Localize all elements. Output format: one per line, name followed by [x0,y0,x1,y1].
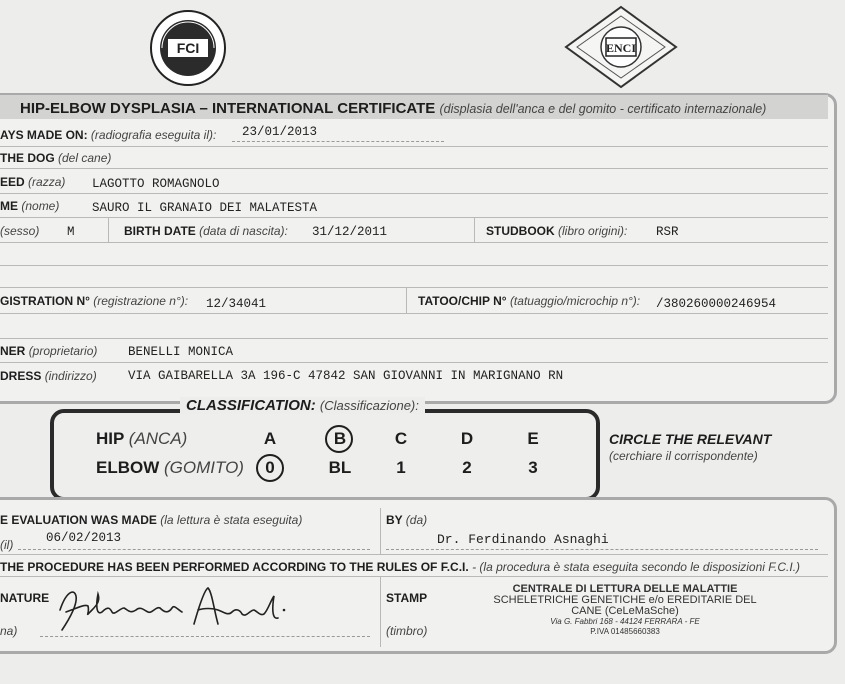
elbow-selected-circle [256,454,284,482]
hip-grade-e[interactable]: E [527,429,539,448]
xrays-label: AYS MADE ON: (radiografia eseguita il): [0,128,217,142]
owner-value: BENELLI MONICA [128,345,234,359]
by-label: BY (da) [386,513,428,527]
svg-text:FCI: FCI [176,40,200,56]
xrays-date: 23/01/2013 [242,125,318,139]
elbow-grade-bl[interactable]: BL [328,458,352,477]
elbow-grade-0[interactable]: 0 [265,458,275,477]
stamp-text: CENTRALE DI LETTURA DELLE MALATTIE SCHELETRICHE GENETICHE e/o EREDITARIE DEL CANE (CeLeMaSche) Via G. Fabbri 168 - 44124 FERRARA - FE P.IVA 01485660383 [493,583,757,636]
sex-value: M [67,225,75,239]
signature-label-it: na) [0,624,18,638]
address-value: VIA GAIBARELLA 3A 196-C 47842 SAN GIOVANNI IN MARIGNANO RN [128,369,564,383]
studbook-value: RSR [656,225,679,239]
elbow-grade-2[interactable]: 2 [462,458,472,477]
evaluation-label: E EVALUATION WAS MADE (la lettura è stata eseguita) [0,513,303,527]
name-label: ME (nome) [0,199,60,213]
breed-label: EED (razza) [0,175,66,189]
elbow-grade-3[interactable]: 3 [528,458,538,477]
hip-grade-a[interactable]: A [263,429,277,448]
enci-logo [562,4,680,90]
classification-box [50,409,600,501]
circle-note: CIRCLE THE RELEVANT [609,431,772,447]
hip-grade-b[interactable]: B [333,429,347,448]
signature-label: NATURE [0,591,50,605]
tatoo-value: /380260000246954 [656,297,777,311]
breed-value: LAGOTTO ROMAGNOLO [92,177,220,191]
elbow-label: ELBOW (GOMITO) [96,458,244,477]
studbook-label: STUDBOOK (libro origini): [486,224,628,238]
circle-note-it: (cerchiare il corrispondente) [609,449,758,463]
signature-image [52,580,292,636]
owner-label: NER (proprietario) [0,344,98,358]
evaluation-date: 06/02/2013 [46,531,122,545]
name-value: SAURO IL GRANAIO DEI MALATESTA [92,201,318,215]
elbow-grade-1[interactable]: 1 [396,458,406,477]
hip-selected-circle [325,425,353,453]
hip-grade-d[interactable]: D [460,429,474,448]
certificate-title: HIP-ELBOW DYSPLASIA – INTERNATIONAL CERTIFICATE (displasia dell'anca e del gomito - certificato internazionale) [20,100,767,117]
birth-date-value: 31/12/2011 [312,225,388,239]
procedure-text: THE PROCEDURE HAS BEEN PERFORMED ACCORDING TO THE RULES OF F.C.I. - (la procedura è stata eseguita secondo le disposizioni F.C.I.) [0,560,801,574]
classification-title: CLASSIFICATION: (Classificazione): [180,397,425,414]
evaluation-date-label: (il) [0,538,14,552]
hip-grade-c[interactable]: C [394,429,408,448]
stamp-label: STAMP [386,591,428,605]
dog-section-label: THE DOG (del cane) [0,151,112,165]
sex-label: (sesso) [0,224,40,238]
registration-label: GISTRATION N° (registrazione n°): [0,294,189,308]
svg-text:ENCI: ENCI [605,41,637,55]
address-label: DRESS (indirizzo) [0,369,97,383]
hip-label: HIP (ANCA) [96,429,188,448]
birth-date-label: BIRTH DATE (data di nascita): [124,224,288,238]
registration-value: 12/34041 [206,297,267,311]
tatoo-label: TATOO/CHIP N° (tatuaggio/microchip n°): [418,294,641,308]
by-value: Dr. Ferdinando Asnaghi [437,532,609,547]
stamp-label-it: (timbro) [386,624,428,638]
fci-logo [148,8,228,88]
